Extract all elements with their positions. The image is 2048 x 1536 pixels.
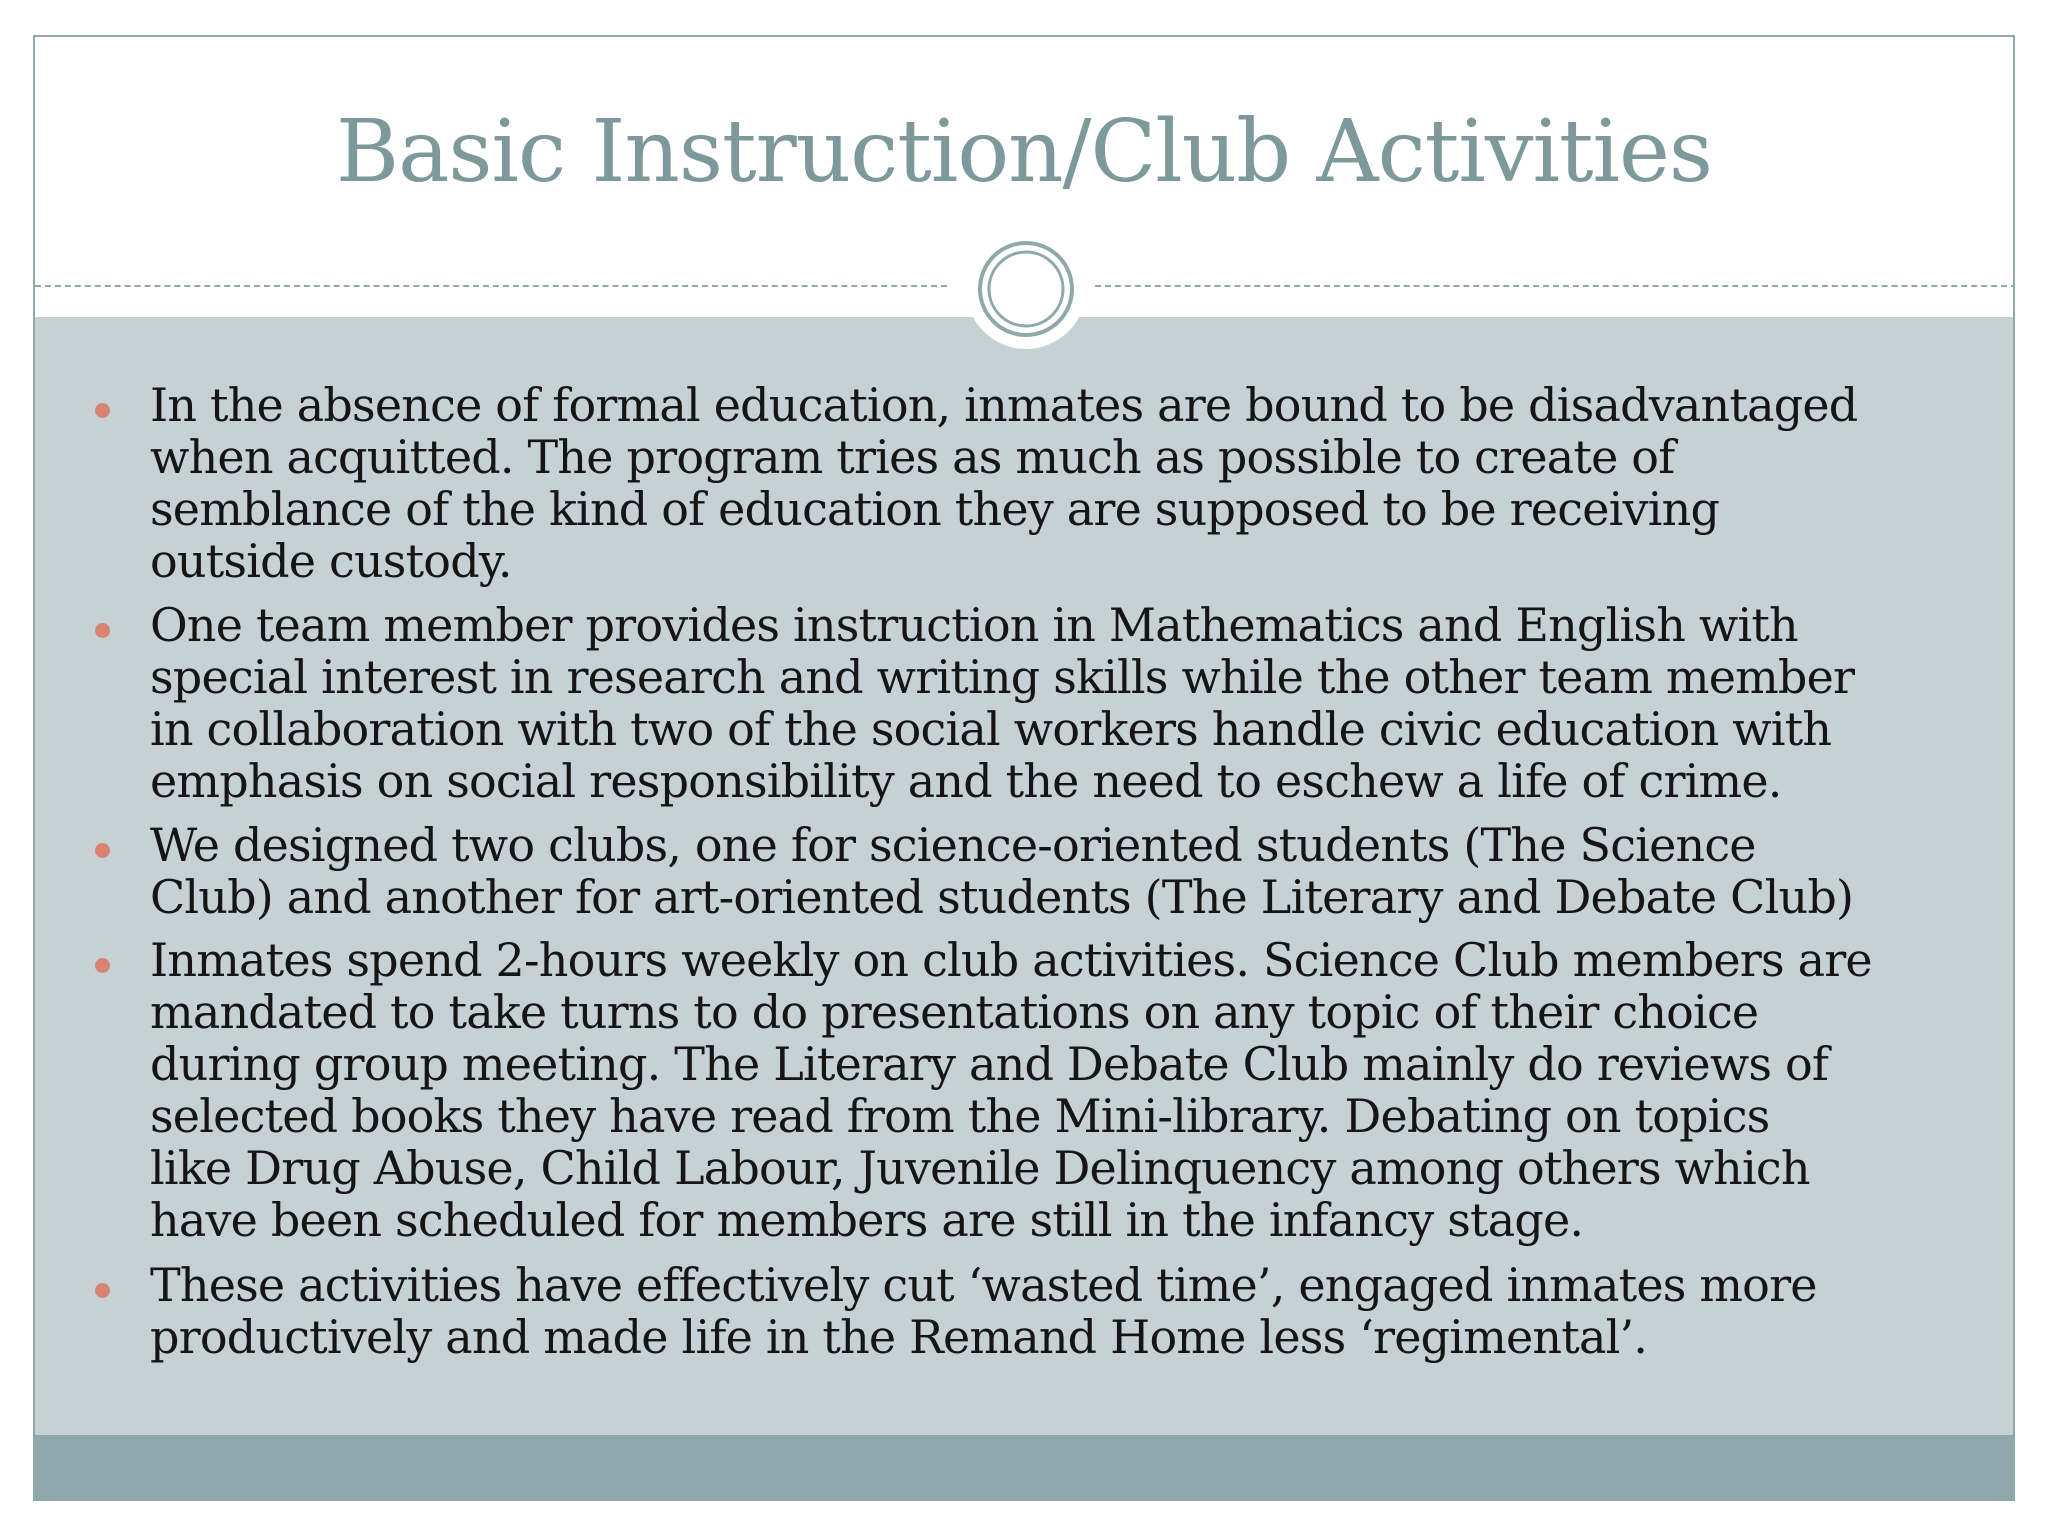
- bullet-text: Inmates spend 2-hours weekly on club activities. Science Club members are mandated to take turns to do presentations on any topic of their choice during group meeting. The Literary and Debate Club mainly do reviews of selected books they have read from the Mini-library. Debating on topics like Drug Abuse, Child Labour, Juvenile Delinquency among others which have been scheduled for members are still in the infancy stage.: [150, 933, 1872, 1247]
- bullet-dot-icon: [95, 958, 110, 973]
- content-area: [35, 317, 2013, 1435]
- slide-title: Basic Instruction/Club Activities: [335, 102, 1713, 202]
- circle-ornament-icon: [976, 239, 1076, 339]
- bullet-text: One team member provides instruction in Mathematics and English with special interest in research and writing skills while the other team member in collaboration with two of the social workers handle civic education with emphasis on social responsibility and the need to eschew a life of crime.: [150, 598, 1855, 808]
- bullet-dot-icon: [95, 1283, 110, 1298]
- title-divider-left: [35, 285, 947, 287]
- slide: [33, 35, 2015, 1501]
- bullet-text: We designed two clubs, one for science-oriented students (The Science Club) and another for art-oriented students (The Literary and Debate Club): [150, 818, 1854, 924]
- bullet-dot-icon: [95, 403, 110, 418]
- bullet-dot-icon: [95, 623, 110, 638]
- footer-bar: [35, 1435, 2013, 1501]
- bullet-text: These activities have effectively cut ‘wasted time’, engaged inmates more productively and made life in the Remand Home less ‘regimental’.: [150, 1258, 1817, 1364]
- title-divider-right: [1095, 285, 2015, 287]
- bullet-dot-icon: [95, 843, 110, 858]
- bullet-text: In the absence of formal education, inmates are bound to be disadvantaged when acquitted. The program tries as much as possible to create of semblance of the kind of education they are supposed to be receiving outside custody.: [150, 378, 1858, 588]
